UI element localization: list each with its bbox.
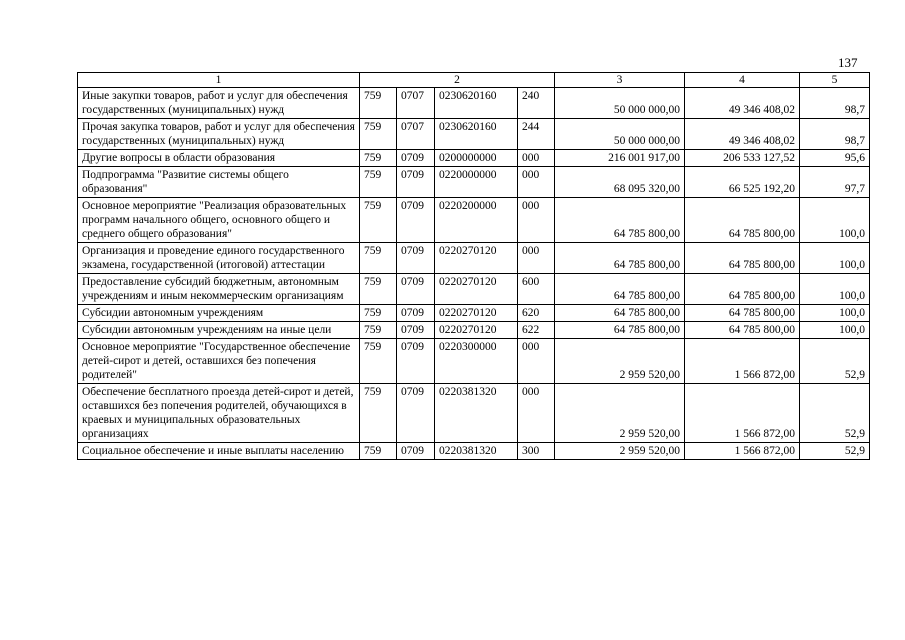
expense-type-cell: 000 xyxy=(518,243,555,274)
page-number: 137 xyxy=(838,55,858,70)
admin-code-cell: 759 xyxy=(360,322,397,339)
admin-code-cell: 759 xyxy=(360,119,397,150)
expense-type-cell: 000 xyxy=(518,167,555,198)
expense-type-cell: 240 xyxy=(518,88,555,119)
section-code-cell: 0709 xyxy=(397,198,435,243)
admin-code-cell: 759 xyxy=(360,305,397,322)
planned-amount-cell: 64 785 800,00 xyxy=(555,274,685,305)
executed-amount-cell: 64 785 800,00 xyxy=(685,322,800,339)
row-name-cell: Прочая закупка товаров, работ и услуг для обеспечения государственных (муниципальных) нужд xyxy=(78,119,360,150)
expense-type-cell: 620 xyxy=(518,305,555,322)
executed-amount-cell: 1 566 872,00 xyxy=(685,443,800,460)
row-name-cell: Субсидии автономным учреждениям на иные цели xyxy=(78,322,360,339)
header-col-2: 2 xyxy=(360,73,555,88)
section-code-cell: 0709 xyxy=(397,322,435,339)
planned-amount-cell: 68 095 320,00 xyxy=(555,167,685,198)
section-code-cell: 0709 xyxy=(397,274,435,305)
table-row xyxy=(78,150,870,167)
planned-amount-cell: 64 785 800,00 xyxy=(555,305,685,322)
execution-percent-cell: 100,0 xyxy=(800,274,870,305)
target-article-cell: 0220381320 xyxy=(435,384,518,443)
expense-type-cell: 000 xyxy=(518,384,555,443)
expense-type-cell: 000 xyxy=(518,339,555,384)
table-row xyxy=(78,119,870,150)
execution-percent-cell: 95,6 xyxy=(800,150,870,167)
target-article-cell: 0220270120 xyxy=(435,305,518,322)
admin-code-cell: 759 xyxy=(360,274,397,305)
target-article-cell: 0220381320 xyxy=(435,443,518,460)
planned-amount-cell: 2 959 520,00 xyxy=(555,443,685,460)
executed-amount-cell: 49 346 408,02 xyxy=(685,88,800,119)
row-name-cell: Иные закупки товаров, работ и услуг для обеспечения государственных (муниципальных) нужд xyxy=(78,88,360,119)
executed-amount-cell: 1 566 872,00 xyxy=(685,384,800,443)
section-code-cell: 0709 xyxy=(397,167,435,198)
planned-amount-cell: 64 785 800,00 xyxy=(555,322,685,339)
header-col-4: 4 xyxy=(685,73,800,88)
row-name-cell: Социальное обеспечение и иные выплаты населению xyxy=(78,443,360,460)
table-row xyxy=(78,88,870,119)
header-col-3: 3 xyxy=(555,73,685,88)
table-header-row xyxy=(78,73,870,88)
table-row xyxy=(78,198,870,243)
execution-percent-cell: 98,7 xyxy=(800,88,870,119)
planned-amount-cell: 2 959 520,00 xyxy=(555,339,685,384)
budget-table xyxy=(77,72,870,460)
target-article-cell: 0230620160 xyxy=(435,88,518,119)
row-name-cell: Организация и проведение единого государственного экзамена, государственной (итоговой) аттестации xyxy=(78,243,360,274)
target-article-cell: 0220000000 xyxy=(435,167,518,198)
table-row xyxy=(78,274,870,305)
section-code-cell: 0709 xyxy=(397,384,435,443)
expense-type-cell: 600 xyxy=(518,274,555,305)
header-col-5: 5 xyxy=(800,73,870,88)
execution-percent-cell: 100,0 xyxy=(800,243,870,274)
row-name-cell: Основное мероприятие "Реализация образовательных программ начального общего, основного общего и среднего общего образования" xyxy=(78,198,360,243)
planned-amount-cell: 216 001 917,00 xyxy=(555,150,685,167)
executed-amount-cell: 1 566 872,00 xyxy=(685,339,800,384)
table-row xyxy=(78,167,870,198)
execution-percent-cell: 52,9 xyxy=(800,339,870,384)
planned-amount-cell: 50 000 000,00 xyxy=(555,88,685,119)
target-article-cell: 0220270120 xyxy=(435,274,518,305)
expense-type-cell: 000 xyxy=(518,150,555,167)
admin-code-cell: 759 xyxy=(360,198,397,243)
execution-percent-cell: 100,0 xyxy=(800,322,870,339)
target-article-cell: 0200000000 xyxy=(435,150,518,167)
admin-code-cell: 759 xyxy=(360,443,397,460)
admin-code-cell: 759 xyxy=(360,150,397,167)
target-article-cell: 0220300000 xyxy=(435,339,518,384)
row-name-cell: Обеспечение бесплатного проезда детей-сирот и детей, оставшихся без попечения родителей, обучающихся в краевых и муниципальных образовательных организациях xyxy=(78,384,360,443)
section-code-cell: 0709 xyxy=(397,443,435,460)
admin-code-cell: 759 xyxy=(360,88,397,119)
section-code-cell: 0709 xyxy=(397,150,435,167)
header-col-1: 1 xyxy=(78,73,360,88)
executed-amount-cell: 49 346 408,02 xyxy=(685,119,800,150)
execution-percent-cell: 52,9 xyxy=(800,443,870,460)
admin-code-cell: 759 xyxy=(360,339,397,384)
execution-percent-cell: 100,0 xyxy=(800,198,870,243)
planned-amount-cell: 50 000 000,00 xyxy=(555,119,685,150)
target-article-cell: 0230620160 xyxy=(435,119,518,150)
admin-code-cell: 759 xyxy=(360,167,397,198)
section-code-cell: 0707 xyxy=(397,119,435,150)
planned-amount-cell: 2 959 520,00 xyxy=(555,384,685,443)
row-name-cell: Предоставление субсидий бюджетным, автономным учреждениям и иным некоммерческим организациям xyxy=(78,274,360,305)
row-name-cell: Подпрограмма "Развитие системы общего образования" xyxy=(78,167,360,198)
expense-type-cell: 000 xyxy=(518,198,555,243)
table-row xyxy=(78,443,870,460)
executed-amount-cell: 64 785 800,00 xyxy=(685,243,800,274)
executed-amount-cell: 64 785 800,00 xyxy=(685,305,800,322)
section-code-cell: 0709 xyxy=(397,305,435,322)
table-row xyxy=(78,305,870,322)
executed-amount-cell: 64 785 800,00 xyxy=(685,274,800,305)
executed-amount-cell: 206 533 127,52 xyxy=(685,150,800,167)
target-article-cell: 0220200000 xyxy=(435,198,518,243)
table-row xyxy=(78,384,870,443)
target-article-cell: 0220270120 xyxy=(435,243,518,274)
section-code-cell: 0709 xyxy=(397,243,435,274)
expense-type-cell: 622 xyxy=(518,322,555,339)
expense-type-cell: 300 xyxy=(518,443,555,460)
table-row xyxy=(78,339,870,384)
planned-amount-cell: 64 785 800,00 xyxy=(555,198,685,243)
expense-type-cell: 244 xyxy=(518,119,555,150)
executed-amount-cell: 66 525 192,20 xyxy=(685,167,800,198)
execution-percent-cell: 98,7 xyxy=(800,119,870,150)
table-row xyxy=(78,243,870,274)
execution-percent-cell: 97,7 xyxy=(800,167,870,198)
section-code-cell: 0709 xyxy=(397,339,435,384)
section-code-cell: 0707 xyxy=(397,88,435,119)
row-name-cell: Другие вопросы в области образования xyxy=(78,150,360,167)
planned-amount-cell: 64 785 800,00 xyxy=(555,243,685,274)
execution-percent-cell: 100,0 xyxy=(800,305,870,322)
executed-amount-cell: 64 785 800,00 xyxy=(685,198,800,243)
row-name-cell: Основное мероприятие "Государственное обеспечение детей-сирот и детей, оставшихся без попечения родителей" xyxy=(78,339,360,384)
table-row xyxy=(78,322,870,339)
admin-code-cell: 759 xyxy=(360,243,397,274)
target-article-cell: 0220270120 xyxy=(435,322,518,339)
admin-code-cell: 759 xyxy=(360,384,397,443)
execution-percent-cell: 52,9 xyxy=(800,384,870,443)
row-name-cell: Субсидии автономным учреждениям xyxy=(78,305,360,322)
